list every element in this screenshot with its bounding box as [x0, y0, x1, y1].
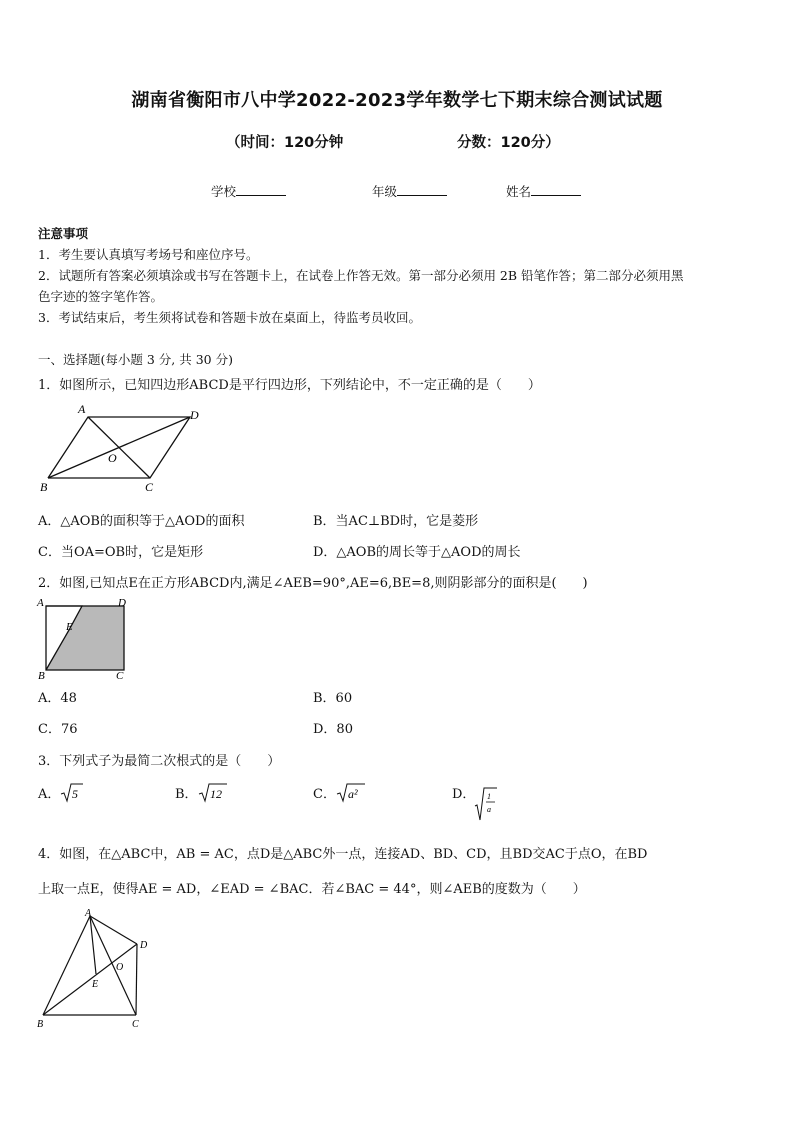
label-C: C	[132, 1019, 139, 1030]
sqrt-12-symbol	[198, 782, 228, 804]
label-C: C	[145, 480, 154, 494]
name-field	[506, 182, 581, 200]
name-label: 姓名	[506, 184, 532, 199]
school-blank	[236, 183, 286, 196]
q3-option-b	[175, 783, 198, 802]
grade-blank	[397, 183, 447, 196]
notice-item: 色字迹的签字笔作答。	[38, 289, 164, 304]
label-A: A	[78, 402, 86, 416]
exam-score: 分数：120分）	[457, 135, 560, 151]
label-O: O	[116, 962, 124, 973]
sqrt-fraction-symbol	[474, 786, 498, 822]
school-field	[211, 182, 286, 200]
notice-item: 1．考生要认真填写考场号和座位序号。	[38, 247, 259, 262]
question-4-stem-line1: 4．如图，在△ABC中，AB = AC，点D是△ABC外一点，连接AD、BD、CD，且BD交AC于点O，在BD	[38, 847, 648, 862]
label-D: D	[190, 408, 199, 422]
notice-heading: 注意事项	[38, 226, 89, 241]
label-A: A	[37, 597, 44, 609]
label-D: D	[140, 940, 148, 951]
label-D: D	[118, 597, 126, 609]
fraction-numerator: 1	[487, 792, 491, 801]
name-blank	[531, 183, 581, 196]
notice-item: 3．考试结束后，考生须将试卷和答题卡放在桌面上，待监考员收回。	[38, 310, 421, 325]
question-1-stem: 1．如图所示，已知四边形ABCD是平行四边形，下列结论中，不一定正确的是（ ）	[38, 378, 541, 393]
radicand-a-squared: a²	[348, 787, 358, 801]
q1-option-d: D．△AOB的周长等于△AOD的周长	[313, 545, 521, 560]
question-3-stem: 3．下列式子为最简二次根式的是（ ）	[38, 754, 281, 769]
grade-field	[372, 182, 447, 200]
parallelogram-figure	[36, 400, 206, 495]
label-E: E	[66, 621, 73, 633]
label-B: B	[40, 480, 48, 494]
q3-option-c	[313, 783, 336, 802]
q2-option-d: D．80	[313, 722, 353, 737]
grade-label: 年级	[372, 184, 398, 199]
fraction-denominator: a	[487, 805, 491, 814]
q2-option-b: B．60	[313, 691, 353, 706]
question-2-stem: 2．如图,已知点E在正方形ABCD内,满足∠AEB=90°,AE=6,BE=8,则阴影部分的面积是( )	[38, 576, 588, 591]
notice-item: 2．试题所有答案必须填涂或书写在答题卡上，在试卷上作答无效。第一部分必须用 2B 铅笔作答；第二部分必须用黑	[38, 268, 684, 283]
label-E: E	[92, 979, 99, 990]
exam-title: 湖南省衡阳市八中学2022-2023学年数学七下期末综合测试试题	[131, 90, 663, 111]
exam-time: （时间：120分钟	[226, 135, 344, 151]
sqrt-5-symbol	[60, 782, 84, 804]
label-B: B	[37, 1019, 44, 1030]
q3-option-d-letter: D．	[452, 787, 476, 802]
square-figure	[36, 594, 131, 682]
school-label: 学校	[211, 184, 237, 199]
radicand-5: 5	[72, 787, 78, 801]
q3-option-a-letter: A．	[38, 787, 61, 802]
sqrt-a-squared-symbol	[336, 782, 366, 804]
section-heading: 一、选择题(每小题 3 分, 共 30 分)	[38, 352, 233, 367]
q3-option-a	[38, 783, 60, 802]
label-O: O	[108, 451, 117, 465]
q3-option-d	[452, 783, 475, 802]
q1-option-a: A．△AOB的面积等于△AOD的面积	[38, 514, 245, 529]
label-B: B	[38, 670, 45, 682]
label-A: A	[85, 908, 92, 919]
radicand-12: 12	[210, 787, 222, 801]
label-C: C	[116, 670, 124, 682]
q1-option-c: C．当OA=OB时，它是矩形	[38, 545, 204, 560]
question-4-stem-line2: 上取一点E，使得AE = AD，∠EAD = ∠BAC．若∠BAC = 44°，则∠AEB的度数为（ ）	[38, 882, 586, 897]
q3-option-b-letter: B．	[175, 787, 198, 802]
q1-option-b: B．当AC⊥BD时，它是菱形	[313, 514, 479, 529]
q2-option-a: A．48	[38, 691, 77, 706]
triangle-figure	[34, 905, 159, 1030]
q2-option-c: C．76	[38, 722, 78, 737]
q3-option-c-letter: C．	[313, 787, 336, 802]
